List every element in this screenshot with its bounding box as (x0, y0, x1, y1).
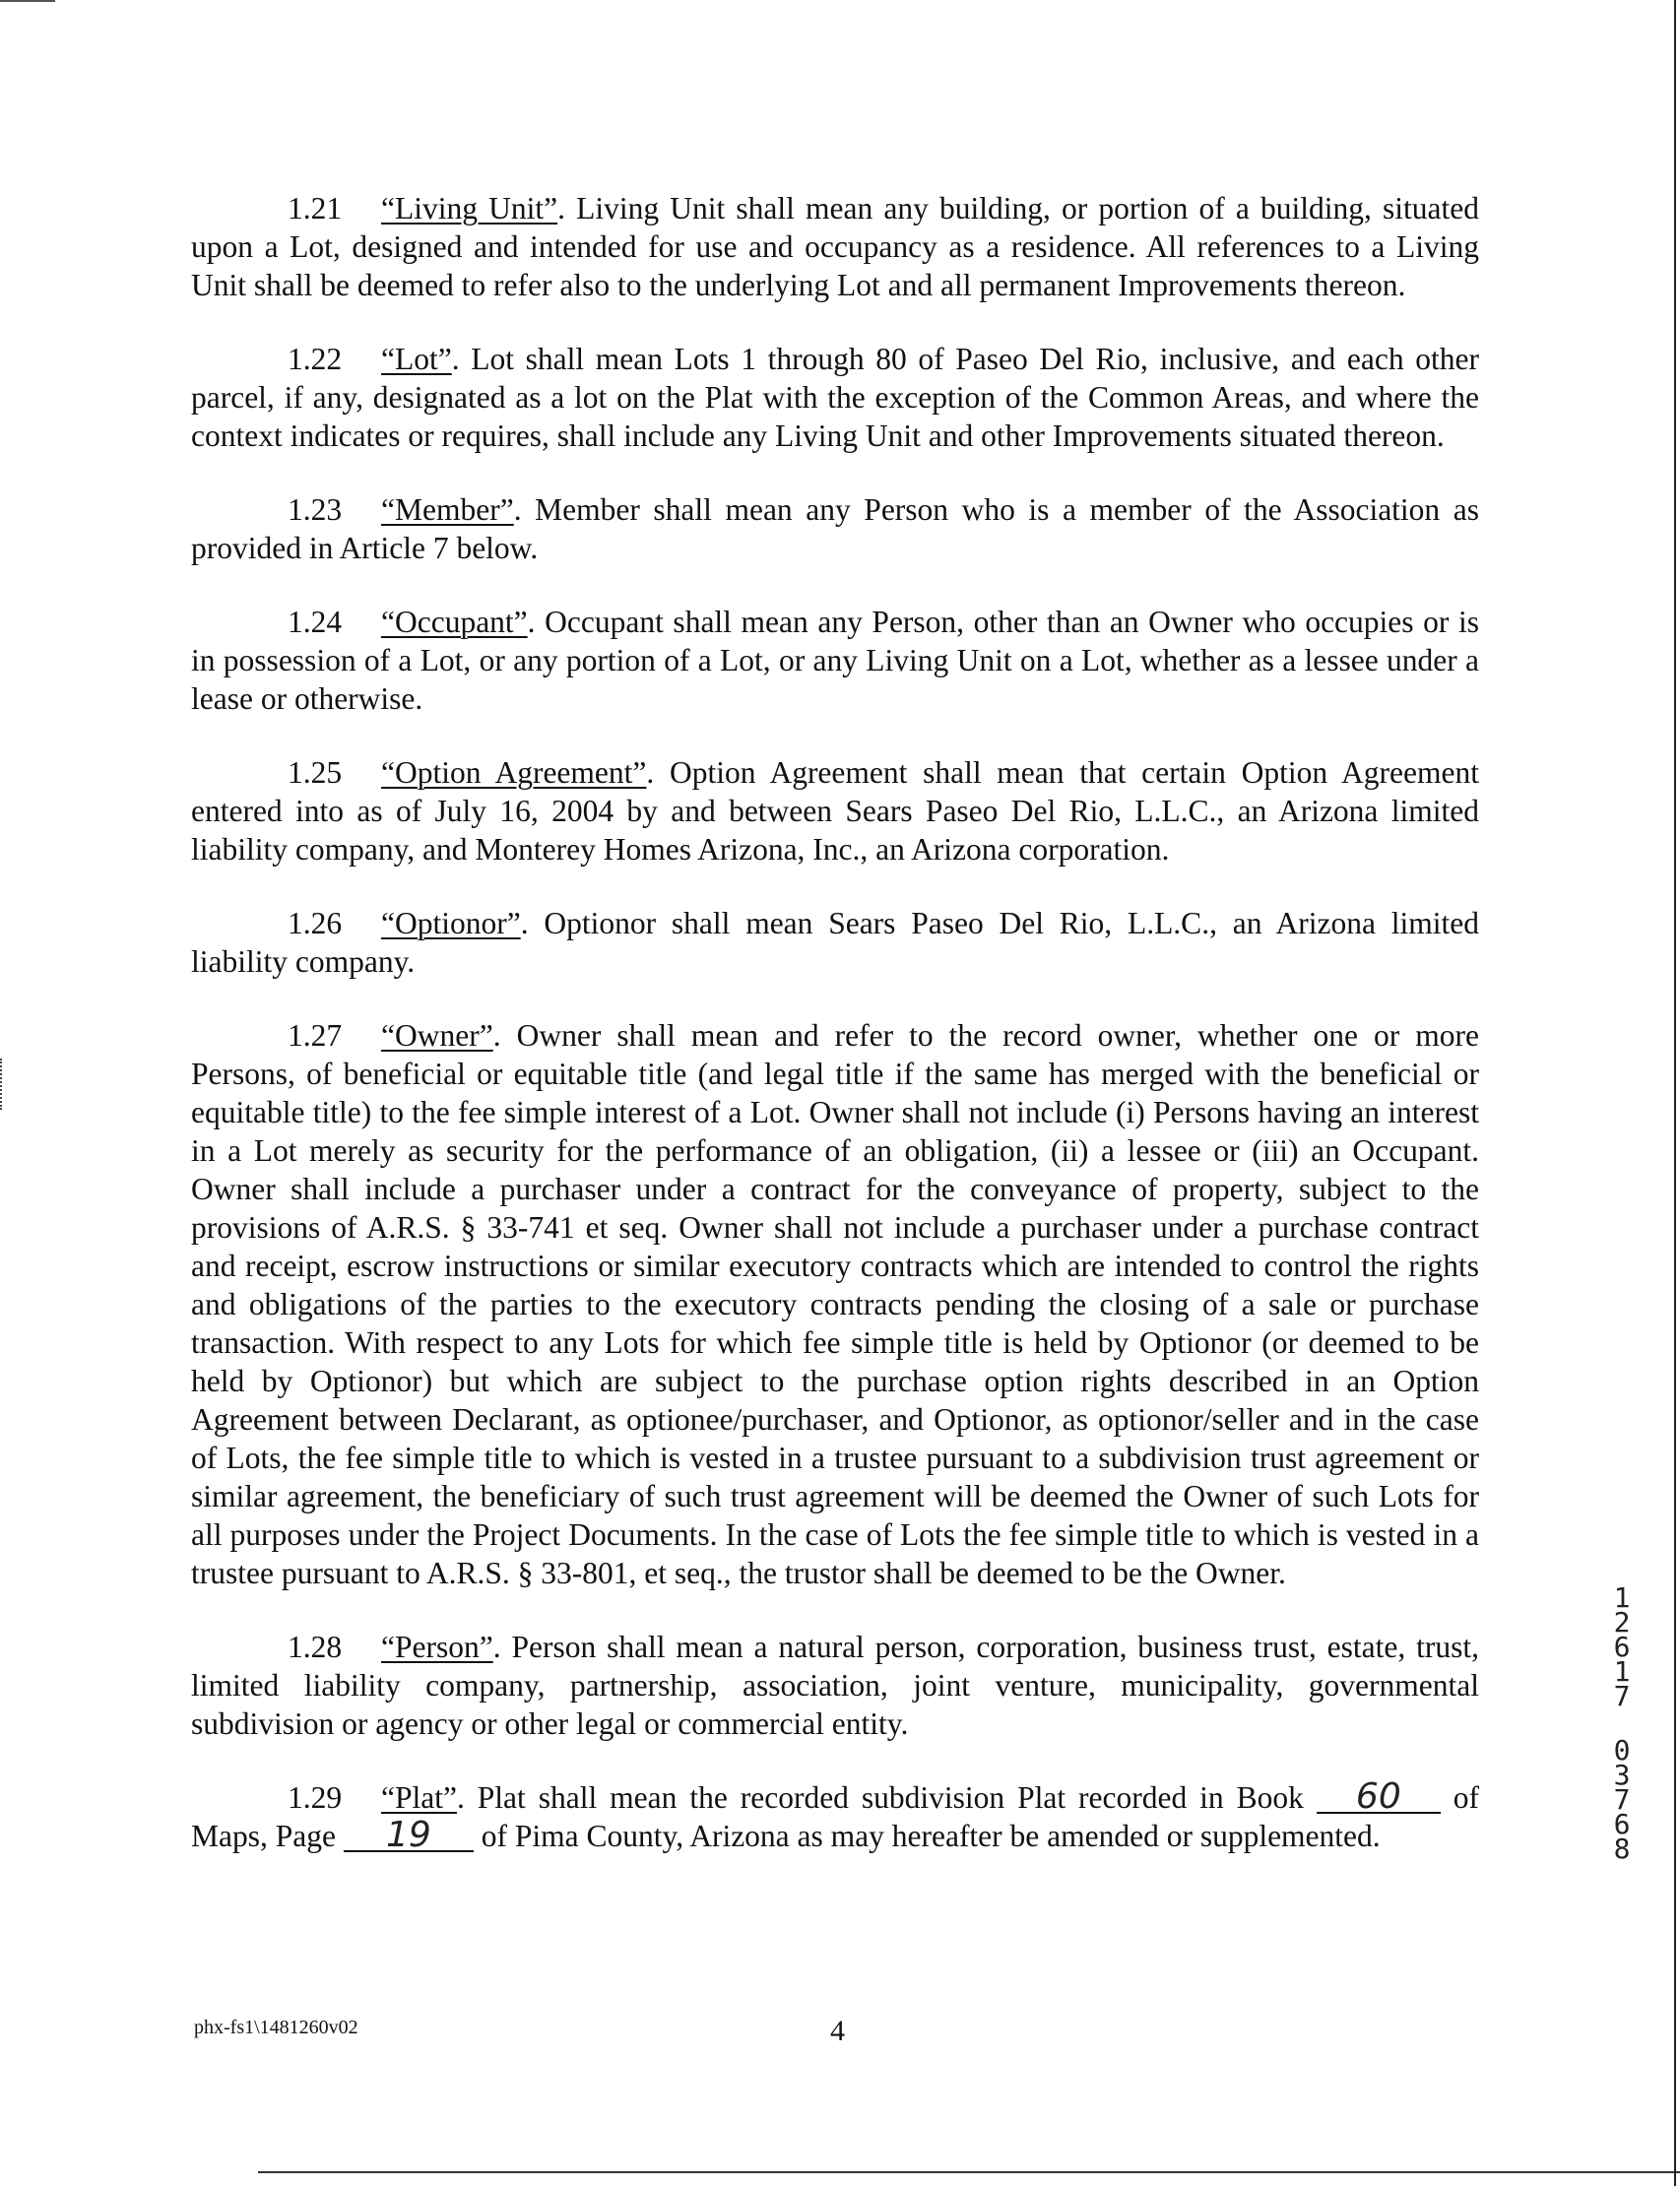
recording-digit: 0 (1613, 1734, 1631, 1767)
definition-1-23 (191, 490, 1479, 567)
scan-margin-marks (0, 1059, 6, 1110)
definition-text: . Member shall mean any Person who is a member of the Association as provided in Article 7 below. (191, 492, 1479, 565)
recording-digit: 3 (1613, 1759, 1631, 1791)
definition-text: . Optionor shall mean Sears Paseo Del Rio, L.L.C., an Arizona limited liability company. (191, 906, 1479, 979)
section-number: 1.26 (288, 906, 343, 940)
defined-term: “Person” (381, 1630, 493, 1664)
recording-digit: 8 (1613, 1832, 1631, 1865)
section-number: 1.25 (288, 755, 343, 790)
defined-term: “Occupant” (381, 605, 528, 639)
recording-digit: 1 (1613, 1581, 1631, 1614)
definition-1-22 (191, 340, 1479, 455)
definition-text: . Owner shall mean and refer to the record owner, whether one or more Persons, of beneficial or equitable title (and legal title if the same has merged with the beneficial or equitable title) to the fee simple interest of a Lot. Owner shall not include (i) Persons having an interest in a Lot merely as security for the performance of an obligation, (ii) a lessee or (iii) an Occupant. Owner shall include a purchaser under a contract for the conveyance of property, subject to the provisions of A.R.S. § 33-741 et seq. Owner shall not include a purchaser under a purchase contract and receipt, escrow instructions or similar executory contracts which are intended to control the rights and obligations of the parties to the executory contracts pending the closing of a sale or purchase transaction. With respect to any Lots for which fee simple title is held by Optionor (or deemed to be held by Optionor) but which are subject to the purchase option rights described in an Option Agreement between Declarant, as optionee/purchaser, and Optionor, as optionor/seller and in the case of Lots, the fee simple title to which is vested in a trustee pursuant to a subdivision trust agreement or similar agreement, the beneficiary of such trust agreement will be deemed the Owner of such Lots for all purposes under the Project Documents. In the case of Lots the fee simple title to which is vested in a trustee pursuant to A.R.S. § 33-801, et seq., the trustor shall be deemed to be the Owner. (191, 1018, 1479, 1590)
recording-digit: 7 (1613, 1783, 1631, 1816)
section-number: 1.23 (288, 492, 343, 527)
scan-edge-mark (0, 0, 55, 2)
document-id: phx-fs1\1481260v02 (194, 2017, 358, 2038)
definition-1-25 (191, 753, 1479, 868)
bottom-scan-edge (258, 2171, 1680, 2173)
definition-text: . Person shall mean a natural person, corporation, business trust, estate, trust, limited liability company, partnership, association, joint venture, municipality, governmental subdivision or agency or other legal or commercial entity. (191, 1630, 1479, 1741)
definition-text: . Lot shall mean Lots 1 through 80 of Paseo Del Rio, inclusive, and each other parcel, if any, designated as a lot on the Plat with the exception of the Common Areas, and where the context indicates or requires, shall include any Living Unit and other Improvements situated thereon. (191, 342, 1479, 453)
section-number: 1.29 (288, 1780, 343, 1815)
recording-digit: 6 (1613, 1808, 1631, 1840)
definition-text: of Maps, Page (191, 1780, 1480, 1853)
defined-term: “Living Unit” (381, 191, 558, 225)
defined-term: “Optionor” (381, 906, 521, 940)
definition-text: . Option Agreement shall mean that certain Option Agreement entered into as of July 16, 2004 by and between Sears Paseo Del Rio, L.L.C., an Arizona limited liability company, and Monterey Homes Arizona, Inc., an Arizona corporation. (191, 755, 1479, 867)
section-number: 1.24 (288, 605, 343, 639)
book-number-field: 60 (1317, 1782, 1441, 1814)
definition-text: . Living Unit shall mean any building, or portion of a building, situated upon a Lot, designed and intended for use and occupancy as a residence. All references to a Living Unit shall be deemed to refer also to the underlying Lot and all permanent Improvements thereon. (191, 191, 1479, 302)
definition-text: . Occupant shall mean any Person, other than an Owner who occupies or is in possession of a Lot, or any portion of a Lot, or any Living Unit on a Lot, whether as a lessee under a lease or otherwise. (191, 605, 1479, 716)
recording-number-stamp (1609, 1581, 1635, 1865)
recording-digit: 7 (1613, 1680, 1631, 1712)
section-number: 1.27 (288, 1018, 343, 1053)
defined-term: “Plat” (381, 1780, 457, 1815)
defined-term: “Member” (381, 492, 514, 527)
definitions-body (191, 189, 1479, 1891)
definition-1-26 (191, 904, 1479, 981)
definition-1-29 (191, 1778, 1479, 1855)
defined-term: “Owner” (381, 1018, 493, 1053)
recording-digit: 2 (1613, 1606, 1631, 1639)
recording-digit: 1 (1613, 1655, 1631, 1688)
right-scan-edge (1674, 0, 1676, 2186)
definition-1-28 (191, 1628, 1479, 1743)
definition-text: . Plat shall mean the recorded subdivision Plat recorded in Book (456, 1780, 1304, 1815)
definition-1-27 (191, 1016, 1479, 1592)
page-number: 4 (830, 2015, 845, 2047)
definition-1-21 (191, 189, 1479, 304)
definition-1-24 (191, 603, 1479, 718)
defined-term: “Lot” (381, 342, 452, 376)
recording-digit: 6 (1613, 1631, 1631, 1663)
defined-term: “Option Agreement” (381, 755, 647, 790)
definition-text: of Pima County, Arizona as may hereafter be amended or supplemented. (481, 1819, 1381, 1853)
section-number: 1.22 (288, 342, 343, 376)
page-number-field: 19 (344, 1821, 474, 1852)
section-number: 1.21 (288, 191, 343, 225)
section-number: 1.28 (288, 1630, 343, 1664)
